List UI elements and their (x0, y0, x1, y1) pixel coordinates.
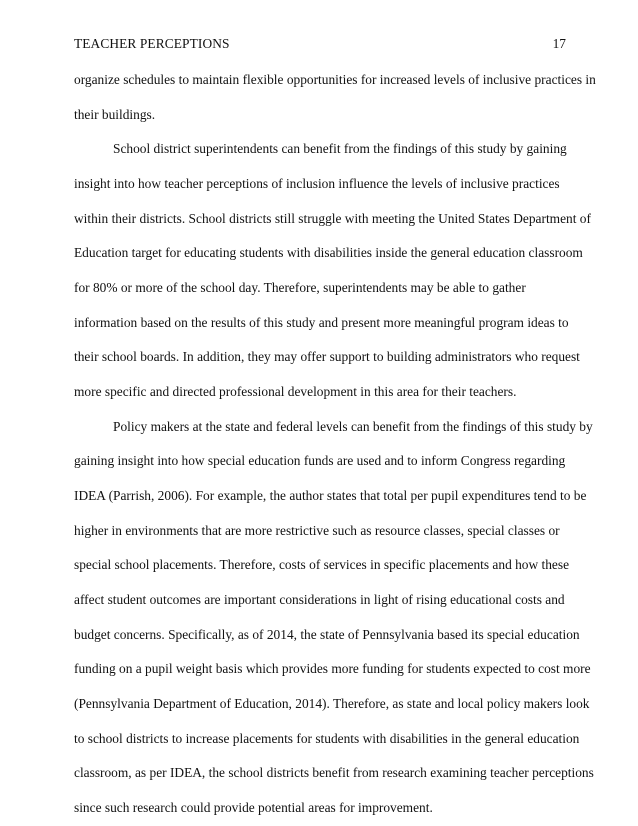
body-line: information based on the results of this study and present more meaningful program ideas to (74, 315, 569, 330)
body-line: more specific and directed professional development in this area for their teachers. (74, 384, 517, 399)
body-line: affect student outcomes are important considerations in light of rising educational costs and (74, 592, 565, 607)
body-line: organize schedules to maintain flexible opportunities for increased levels of inclusive practices in (74, 72, 596, 87)
body-line: for 80% or more of the school day. Therefore, superintendents may be able to gather (74, 280, 526, 295)
body-line: gaining insight into how special education funds are used and to inform Congress regarding (74, 453, 566, 468)
body-line: funding on a pupil weight basis which provides more funding for students expected to cost more (74, 661, 591, 676)
body-line: (Pennsylvania Department of Education, 2014). Therefore, as state and local policy makers look (74, 696, 590, 711)
page-number: 17 (552, 36, 566, 51)
body-line: classroom, as per IDEA, the school districts benefit from research examining teacher perceptions (74, 765, 594, 780)
body-line: their buildings. (74, 107, 156, 122)
paragraph-start-line: School district superintendents can benefit from the findings of this study by gaining (113, 141, 567, 156)
body-line: IDEA (Parrish, 2006). For example, the author states that total per pupil expenditures tend to be (74, 488, 587, 503)
body-line: budget concerns. Specifically, as of 2014, the state of Pennsylvania based its special education (74, 627, 580, 642)
body-line: special school placements. Therefore, costs of services in specific placements and how these (74, 557, 570, 572)
running-head: TEACHER PERCEPTIONS (74, 36, 230, 51)
body-line: insight into how teacher perceptions of inclusion influence the levels of inclusive practices (74, 176, 560, 191)
body-line: Education target for educating students with disabilities inside the general education classroom (74, 245, 583, 260)
body-line: since such research could provide potential areas for improvement. (74, 800, 433, 815)
body-line: their school boards. In addition, they may offer support to building administrators who request (74, 349, 580, 364)
body-line: higher in environments that are more restrictive such as resource classes, special classes or (74, 523, 560, 538)
body-line: within their districts. School districts still struggle with meeting the United States Department of (74, 211, 591, 226)
paragraph-start-line: Policy makers at the state and federal levels can benefit from the findings of this study by (113, 419, 593, 434)
body-line: to school districts to increase placements for students with disabilities in the general education (74, 731, 580, 746)
